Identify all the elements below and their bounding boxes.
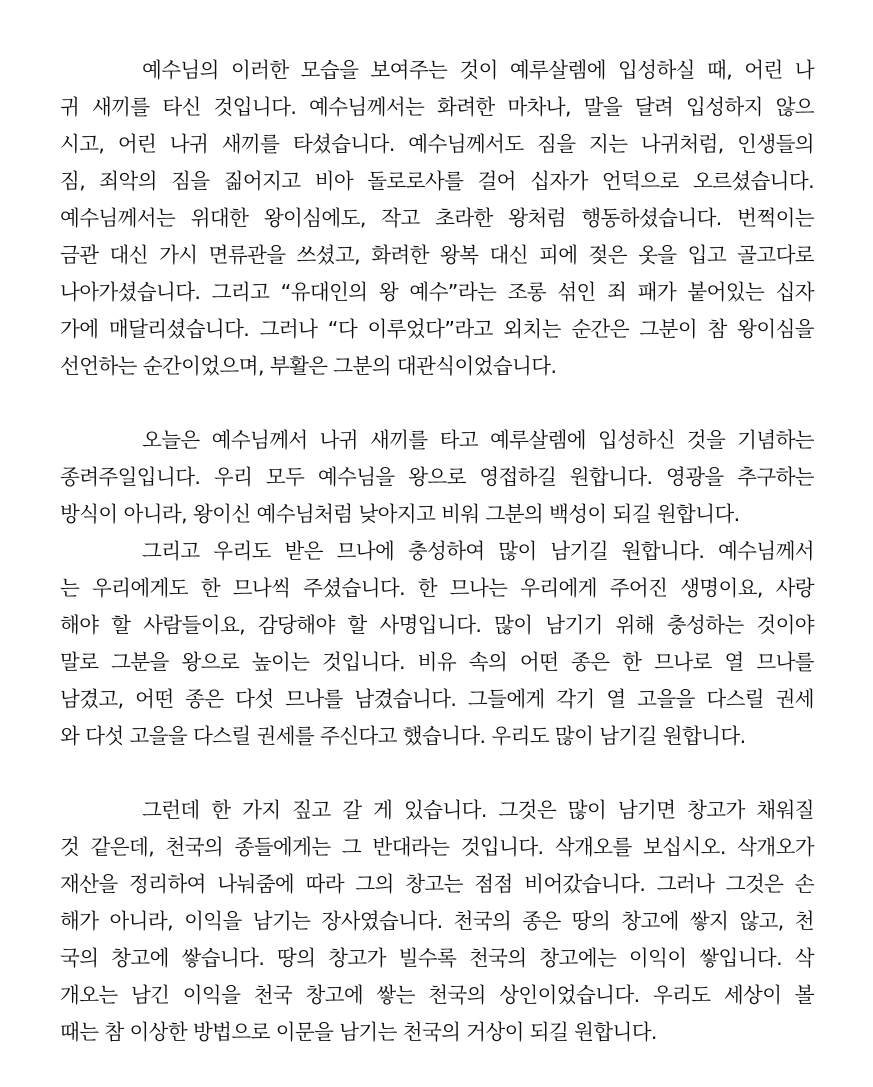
paragraph-1	[60, 52, 814, 385]
text-line: 시고, 어린 나귀 새끼를 타셨습니다. 예수님께서도 짐을 지는 나귀처럼, 인생들의	[60, 132, 814, 156]
text-line: 그런데 한 가지 짚고 갈 게 있습니다. 그것은 많이 남기면 창고가 채워질	[142, 798, 814, 822]
text-line: 짐, 죄악의 짐을 짊어지고 비아 돌로로사를 걸어 십자가 언덕으로 오르셨습니다.	[60, 169, 814, 193]
text-line: 선언하는 순간이었으며, 부활은 그분의 대관식이었습니다.	[60, 354, 557, 378]
text-line: 귀 새끼를 타신 것입니다. 예수님께서는 화려한 마차나, 말을 달려 입성하지 않으	[60, 95, 814, 119]
text-line: 국의 창고에 쌓습니다. 땅의 창고가 빌수록 천국의 창고에는 이익이 쌓입니다. 삭	[60, 946, 814, 970]
paragraph-3	[60, 533, 814, 755]
text-line: 것 같은데, 천국의 종들에게는 그 반대라는 것입니다. 삭개오를 보십시오. 삭개오가	[60, 835, 814, 859]
text-line: 예수님께서는 위대한 왕이심에도, 작고 초라한 왕처럼 행동하셨습니다. 번쩍이는	[60, 206, 814, 230]
paragraph-2	[60, 422, 814, 533]
text-line: 방식이 아니라, 왕이신 예수님처럼 낮아지고 비워 그분의 백성이 되길 원합니다.	[60, 502, 740, 526]
text-line: 는 우리에게도 한 므나씩 주셨습니다. 한 므나는 우리에게 주어진 생명이요, 사랑	[60, 576, 814, 600]
text-line: 오늘은 예수님께서 나귀 새끼를 타고 예루살렘에 입성하신 것을 기념하는	[142, 428, 814, 452]
document-body	[60, 52, 814, 1051]
text-line: 금관 대신 가시 면류관을 쓰셨고, 화려한 왕복 대신 피에 젖은 옷을 입고 골고다로	[60, 243, 814, 267]
paragraph-gap	[60, 385, 814, 422]
text-line: 해가 아니라, 이익을 남기는 장사였습니다. 천국의 종은 땅의 창고에 쌓지 않고, 천	[60, 909, 814, 933]
text-line: 종려주일입니다. 우리 모두 예수님을 왕으로 영접하길 원합니다. 영광을 추구하는	[60, 465, 814, 489]
paragraph-gap	[60, 755, 814, 792]
text-line: 와 다섯 고을을 다스릴 권세를 주신다고 했습니다. 우리도 많이 남기길 원합니다.	[60, 724, 746, 748]
text-line: 해야 할 사람들이요, 감당해야 할 사명입니다. 많이 남기기 위해 충성하는 것이야	[60, 613, 814, 637]
text-line: 개오는 남긴 이익을 천국 창고에 쌓는 천국의 상인이었습니다. 우리도 세상이 볼	[60, 983, 814, 1007]
text-line: 말로 그분을 왕으로 높이는 것입니다. 비유 속의 어떤 종은 한 므나로 열 므나를	[60, 650, 814, 674]
text-line: 나아가셨습니다. 그리고 “유대인의 왕 예수”라는 조롱 섞인 죄 패가 붙어있는 십자	[60, 280, 814, 304]
text-line: 가에 매달리셨습니다. 그러나 “다 이루었다”라고 외치는 순간은 그분이 참 왕이심을	[60, 317, 814, 341]
text-line: 예수님의 이러한 모습을 보여주는 것이 예루살렘에 입성하실 때, 어린 나	[142, 58, 814, 82]
text-line: 재산을 정리하여 나눠줌에 따라 그의 창고는 점점 비어갔습니다. 그러나 그것은 손	[60, 872, 814, 896]
paragraph-4	[60, 792, 814, 1051]
text-line: 그리고 우리도 받은 므나에 충성하여 많이 남기길 원합니다. 예수님께서	[142, 539, 814, 563]
text-line: 때는 참 이상한 방법으로 이문을 남기는 천국의 거상이 되길 원합니다.	[60, 1020, 657, 1044]
text-line: 남겼고, 어떤 종은 다섯 므나를 남겼습니다. 그들에게 각기 열 고을을 다스릴 권세	[60, 687, 814, 711]
